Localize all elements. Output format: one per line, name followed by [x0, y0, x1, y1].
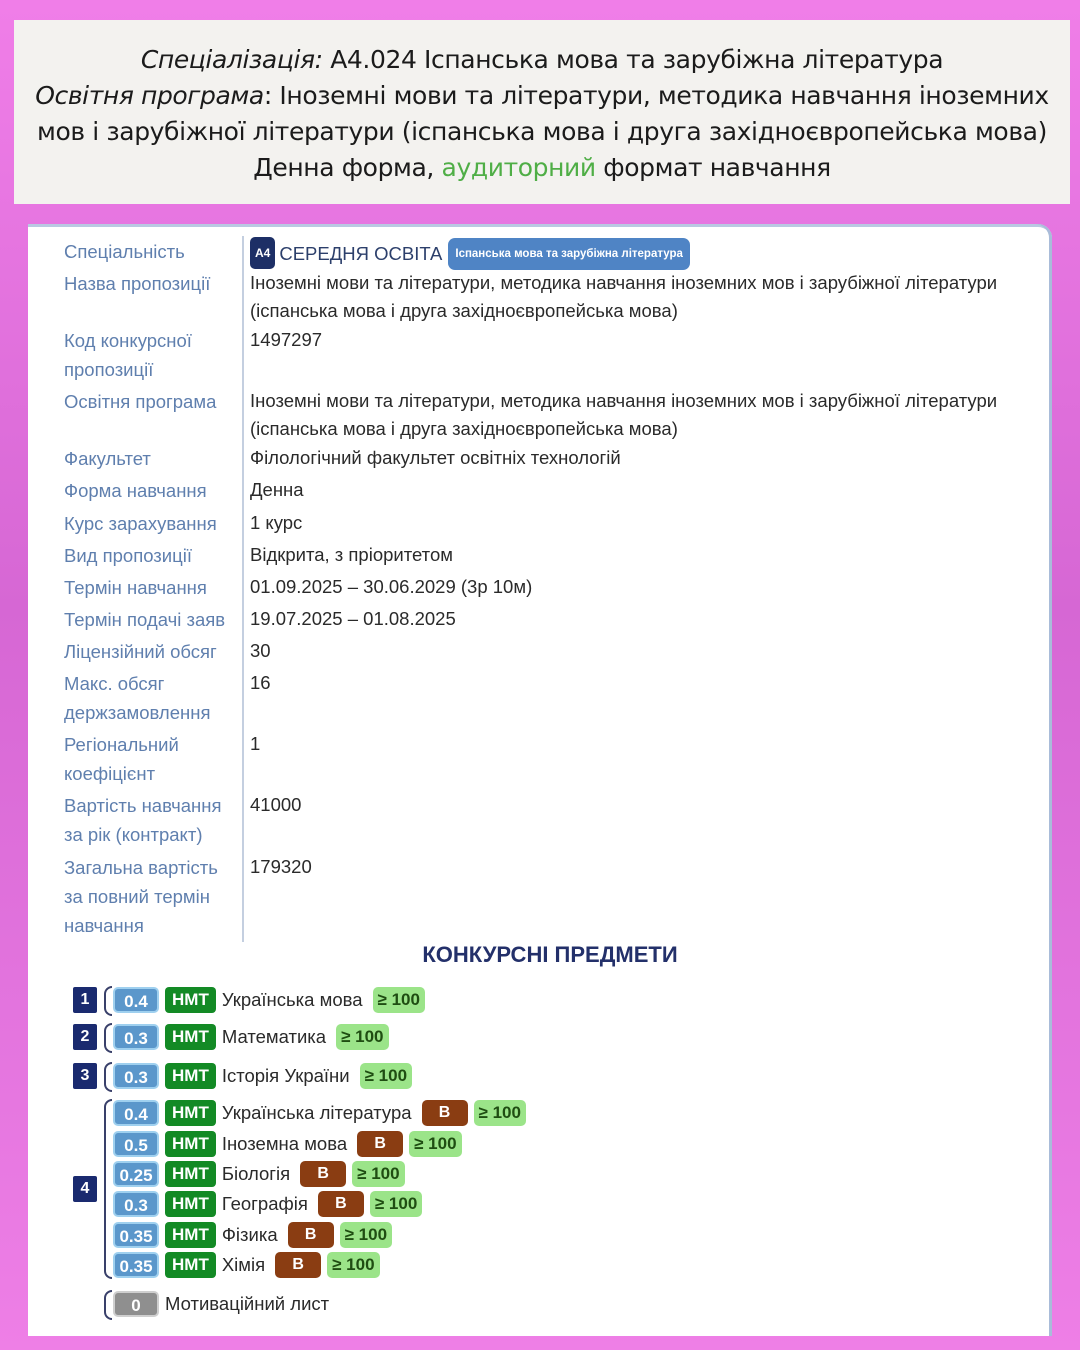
level-b-badge: В — [288, 1222, 334, 1248]
faculty-value: Філологічний факультет освітніх технологій — [250, 447, 621, 468]
nmt-badge: НМТ — [165, 1252, 216, 1278]
weight-badge: 0.35 — [113, 1222, 159, 1248]
format-highlight: аудиторний — [441, 153, 596, 182]
divider — [242, 236, 244, 942]
offer-info-panel — [28, 224, 1052, 1336]
specialty-tag: Іспанська мова та зарубіжна література — [448, 238, 690, 270]
total-cost-label: Загальна вартість за повний термін навчання — [64, 857, 218, 936]
form-value: Денна — [250, 479, 304, 500]
course-value: 1 курс — [250, 512, 303, 533]
group-number-1: 1 — [73, 987, 97, 1013]
specialization-value: А4.024 Іспанська мова та зарубіжна література — [322, 45, 944, 74]
subject-name: Історія України — [221, 1065, 350, 1086]
group-number-2: 2 — [73, 1024, 97, 1050]
subject-name: Мотиваційний лист — [165, 1293, 330, 1314]
subject-name: Іноземна мова — [221, 1133, 348, 1154]
program-label: Освітня програма — [35, 81, 264, 110]
header-line-2 — [14, 78, 1070, 114]
total-cost-value: 179320 — [250, 856, 312, 877]
group-bracket — [104, 1023, 112, 1053]
level-b-badge: В — [422, 1100, 468, 1126]
nmt-badge: НМТ — [165, 1024, 216, 1050]
level-b-badge: В — [318, 1191, 364, 1217]
subject-name: Хімія — [221, 1254, 266, 1275]
group-bracket — [104, 1062, 112, 1092]
weight-badge: 0.5 — [113, 1131, 159, 1157]
subject-row — [113, 1221, 392, 1249]
nmt-badge: НМТ — [165, 1222, 216, 1248]
apply-period-value: 19.07.2025 – 01.08.2025 — [250, 608, 456, 629]
nmt-badge: НМТ — [165, 1100, 216, 1126]
weight-badge: 0 — [113, 1291, 159, 1317]
weight-badge: 0.4 — [113, 1100, 159, 1126]
subject-row — [113, 986, 425, 1014]
header-card — [14, 20, 1070, 204]
specialty-value — [250, 237, 1040, 270]
code-value: 1497297 — [250, 329, 323, 350]
course-label: Курс зарахування — [64, 513, 217, 534]
annual-cost-label: Вартість навчання за рік (контракт) — [64, 795, 222, 845]
code-label: Код конкурсної пропозиції — [64, 330, 192, 380]
subject-row — [113, 1023, 389, 1051]
min-score-badge: ≥ 100 — [340, 1222, 392, 1248]
term-label: Термін навчання — [64, 577, 207, 598]
term-value: 01.09.2025 – 30.06.2029 (3р 10м) — [250, 576, 533, 597]
program-label: Освітня програма — [64, 391, 217, 412]
offer-type-label: Вид пропозиції — [64, 545, 192, 566]
program-value: Іноземні мови та літератури, методика навчання іноземних мов і зарубіжної літератури (іспанська мова і друга західноєвропейська мова) — [250, 390, 998, 439]
subject-name: Фізика — [221, 1224, 278, 1245]
apply-period-label: Термін подачі заяв — [64, 609, 226, 630]
min-score-badge: ≥ 100 — [352, 1161, 404, 1187]
regional-coef-label: Регіональний коефіцієнт — [64, 734, 179, 784]
subject-row — [113, 1130, 462, 1158]
annual-cost-value: 41000 — [250, 794, 302, 815]
nmt-badge: НМТ — [165, 1063, 216, 1089]
subject-row — [113, 1160, 405, 1188]
header-line-3: мов і зарубіжної літератури (іспанська мова і друга західноєвропейська мова) — [37, 117, 1047, 146]
group-bracket — [104, 1099, 112, 1279]
nmt-badge: НМТ — [165, 987, 216, 1013]
subjects-title: КОНКУРСНІ ПРЕДМЕТИ — [422, 942, 678, 967]
weight-badge: 0.3 — [113, 1063, 159, 1089]
subject-name: Географія — [221, 1193, 308, 1214]
min-score-badge: ≥ 100 — [336, 1024, 388, 1050]
specialty-label: Спеціальність — [64, 241, 185, 262]
subject-name: Математика — [221, 1026, 327, 1047]
min-score-badge: ≥ 100 — [360, 1063, 412, 1089]
license-label: Ліцензійний обсяг — [64, 641, 217, 662]
min-score-badge: ≥ 100 — [474, 1100, 526, 1126]
group-number-4: 4 — [73, 1176, 97, 1202]
offer-name-label: Назва пропозиції — [64, 273, 211, 294]
subject-row — [113, 1062, 412, 1090]
min-score-badge: ≥ 100 — [327, 1252, 379, 1278]
subject-row — [113, 1190, 422, 1218]
group-number-3: 3 — [73, 1063, 97, 1089]
min-score-badge: ≥ 100 — [409, 1131, 461, 1157]
subject-name: Українська мова — [221, 989, 363, 1010]
nmt-badge: НМТ — [165, 1161, 216, 1187]
license-value: 30 — [250, 640, 271, 661]
nmt-badge: НМТ — [165, 1131, 216, 1157]
subject-name: Українська література — [221, 1102, 412, 1123]
program-value: : Іноземні мови та літератури, методика навчання іноземних — [263, 81, 1049, 110]
regional-coef-value: 1 — [250, 733, 261, 754]
group-bracket — [104, 986, 112, 1016]
subject-row — [113, 1099, 526, 1127]
weight-badge: 0.35 — [113, 1252, 159, 1278]
subject-row — [113, 1251, 380, 1279]
weight-badge: 0.25 — [113, 1161, 159, 1187]
level-b-badge: В — [300, 1161, 346, 1187]
subject-name: Біологія — [221, 1163, 291, 1184]
weight-badge: 0.3 — [113, 1191, 159, 1217]
specialization-label: Спеціалізація: — [140, 45, 323, 74]
form-label: Форма навчання — [64, 480, 207, 501]
group-bracket — [104, 1290, 112, 1320]
header-line-4: Денна форма, аудиторний формат навчання — [253, 153, 831, 182]
level-b-badge: В — [275, 1252, 321, 1278]
faculty-label: Факультет — [64, 448, 151, 469]
weight-badge: 0.4 — [113, 987, 159, 1013]
offer-type-value: Відкрита, з пріоритетом — [250, 544, 453, 565]
min-score-badge: ≥ 100 — [373, 987, 425, 1013]
motivation-letter-row — [113, 1290, 339, 1318]
max-state-order-label: Макс. обсяг держзамовлення — [64, 673, 211, 723]
header-line-1 — [14, 42, 1070, 78]
max-state-order-value: 16 — [250, 672, 271, 693]
level-b-badge: В — [357, 1131, 403, 1157]
education-level: СЕРЕДНЯ ОСВІТА — [279, 243, 443, 264]
nmt-badge: НМТ — [165, 1191, 216, 1217]
specialty-code-badge: A4 — [250, 237, 275, 269]
weight-badge: 0.3 — [113, 1024, 159, 1050]
min-score-badge: ≥ 100 — [370, 1191, 422, 1217]
offer-name-value: Іноземні мови та літератури, методика навчання іноземних мов і зарубіжної літератури (іспанська мова і друга західноєвропейська мова) — [250, 272, 998, 321]
